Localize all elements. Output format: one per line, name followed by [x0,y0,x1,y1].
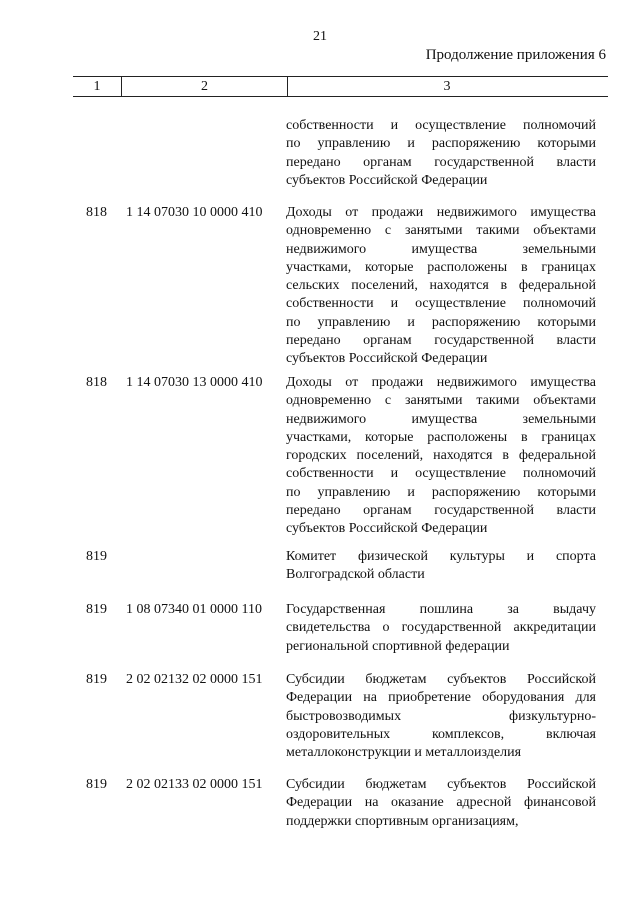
description-line: городских поселений, находятся в федеральной [286,448,596,464]
description-line: собственности и осуществление полномочий [286,296,596,312]
revenue-description [286,776,596,831]
description-line: по управлению и распоряжению которыми [286,484,596,500]
description-line: оздоровительных комплексов, включая [286,726,596,742]
description-line: Волгоградской области [286,567,425,583]
description-line: по управлению и распоряжению которыми [286,314,596,330]
table-header [73,76,608,97]
header-col-1: 1 [93,79,101,94]
description-line: Федерации на оказание адресной финансовой [286,795,596,811]
description-line: быстровозводимых физкультурно- [286,708,596,724]
description-line: передано органам государственной власти [286,333,596,349]
description-line: недвижимого имущества земельными [286,411,596,427]
description-line: участками, которые расположены в границах [286,429,596,445]
page-number: 21 [313,29,327,44]
description-line: поддержки спортивным организациям, [286,813,519,829]
budget-classification-code: 1 14 07030 13 0000 410 [126,375,263,390]
revenue-description [286,374,596,539]
description-line: Государственная пошлина за выдачу [286,602,596,617]
revenue-description [286,671,596,762]
description-line: передано органам государственной власти [286,503,596,519]
description-line: Субсидии бюджетам субъектов Российской [286,672,596,687]
description-line: Субсидии бюджетам субъектов Российской [286,777,596,792]
description-line: собственности и осуществление полномочий [286,118,596,133]
admin-code: 819 [86,549,107,564]
header-col-3: 3 [443,79,451,94]
description-line: передано органам государственной власти [286,154,596,170]
revenue-description [286,601,596,656]
description-line: Доходы от продажи недвижимого имущества [286,205,596,220]
description-line: свидетельства о государственной аккредитации [286,620,596,636]
description-line: собственности и осуществление полномочий [286,466,596,482]
description-line: субъектов Российской Федерации [286,351,488,367]
admin-code: 819 [86,777,107,792]
description-line: Комитет физической культуры и спорта [286,549,596,564]
budget-classification-code: 2 02 02133 02 0000 151 [126,777,263,792]
budget-classification-code: 2 02 02132 02 0000 151 [126,672,263,687]
description-line: металлоконструкции и металлоизделия [286,745,522,761]
revenue-description [286,204,596,369]
header-col-2: 2 [121,77,288,96]
description-line: недвижимого имущества земельными [286,241,596,257]
appendix-continuation-label: Продолжение приложения 6 [425,47,606,63]
admin-code: 819 [86,672,107,687]
budget-classification-code: 1 14 07030 10 0000 410 [126,205,263,220]
revenue-description [286,548,596,585]
admin-code: 818 [86,375,107,390]
description-line: одновременно с занятыми такими объектами [286,223,596,239]
description-line: субъектов Российской Федерации [286,172,488,188]
budget-classification-code: 1 08 07340 01 0000 110 [126,602,262,617]
revenue-description [286,117,596,190]
description-line: по управлению и распоряжению которыми [286,136,596,152]
description-line: Федерации на приобретение оборудования для [286,690,596,706]
description-line: одновременно с занятыми такими объектами [286,393,596,409]
description-line: сельских поселений, находятся в федеральной [286,278,596,294]
description-line: Доходы от продажи недвижимого имущества [286,375,596,390]
description-line: участками, которые расположены в границах [286,259,596,275]
admin-code: 819 [86,602,107,617]
description-line: региональной спортивной федерации [286,638,510,654]
admin-code: 818 [86,205,107,220]
description-line: субъектов Российской Федерации [286,521,488,537]
